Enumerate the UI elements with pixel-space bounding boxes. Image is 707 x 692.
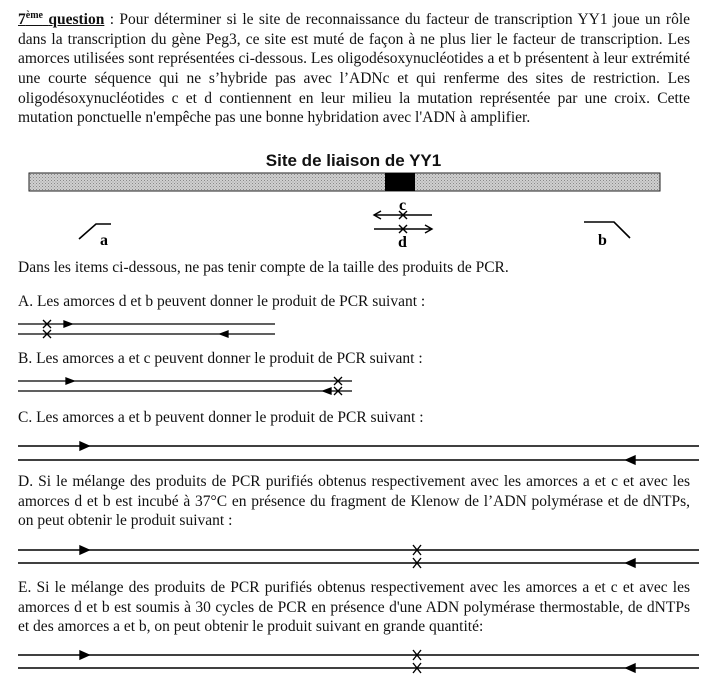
product-d [18, 545, 699, 568]
primer-a-label: a [100, 232, 108, 249]
product-b [18, 377, 352, 395]
product-a [18, 320, 275, 338]
primer-d [374, 225, 432, 251]
primer-c [374, 197, 432, 219]
primer-b-label: b [598, 232, 607, 249]
question-number: 7ème question [18, 10, 105, 29]
gene-diagram [29, 173, 660, 251]
primer-b [584, 222, 630, 249]
question-text: : Pour déterminer si le site de reconnaissance du facteur de transcription YY1 joue un rôle dans la transcription du gène Peg3, ce site est muté de façon à ne plus lier le facteur de transcription. Les amorces utilisées sont représentées ci-dessous. Les oligodésoxynucléotides a et b présentent à leur extrémité une courte séquence qui ne s’hybride pas avec l’ADNc et qui renferme des sites de restriction. Les oligodésoxynucléotides c et d contiennent en leur milieu la mutation représentée par une croix. Cette mutation ponctuelle n'empêche pas une bonne hybridation avec l'ADN à amplifier. [18, 11, 691, 127]
primer-d-label: d [398, 234, 407, 251]
item-b-text: B. Les amorces a et c peuvent donner le produit de PCR suivant : [18, 350, 423, 367]
diagram-title: Site de liaison de YY1 [265, 151, 442, 170]
item-d-text: D. Si le mélange des produits de PCR purifiés obtenus respectivement avec les amorces a et c et avec les amorces d et b est incubé à 37°C en présence du fragment de Klenow de l’ADN polymérase et de dNTPs, on peut obtenir le produit suivant : [18, 473, 690, 530]
yy1-binding-site [385, 173, 415, 191]
product-e [18, 650, 699, 673]
item-a-text: A. Les amorces d et b peuvent donner le produit de PCR suivant : [18, 293, 426, 310]
primer-c-label: c [399, 197, 407, 214]
item-e-text: E. Si le mélange des produits de PCR purifiés obtenus respectivement avec les amorces a et c et avec les amorces d et b est soumis à 30 cycles de PCR en présence d'une ADN polymérase thermostable, de dNTPs et des amorces a et b, on peut obtenir le produit suivant en grande quantité: [18, 579, 690, 636]
item-c-text: C. Les amorces a et b peuvent donner le produit de PCR suivant : [18, 409, 424, 426]
gene-bar [29, 173, 660, 191]
primer-a [79, 224, 111, 249]
product-c [18, 442, 699, 464]
note-text: Dans les items ci-dessous, ne pas tenir compte de la taille des produits de PCR. [18, 259, 509, 276]
